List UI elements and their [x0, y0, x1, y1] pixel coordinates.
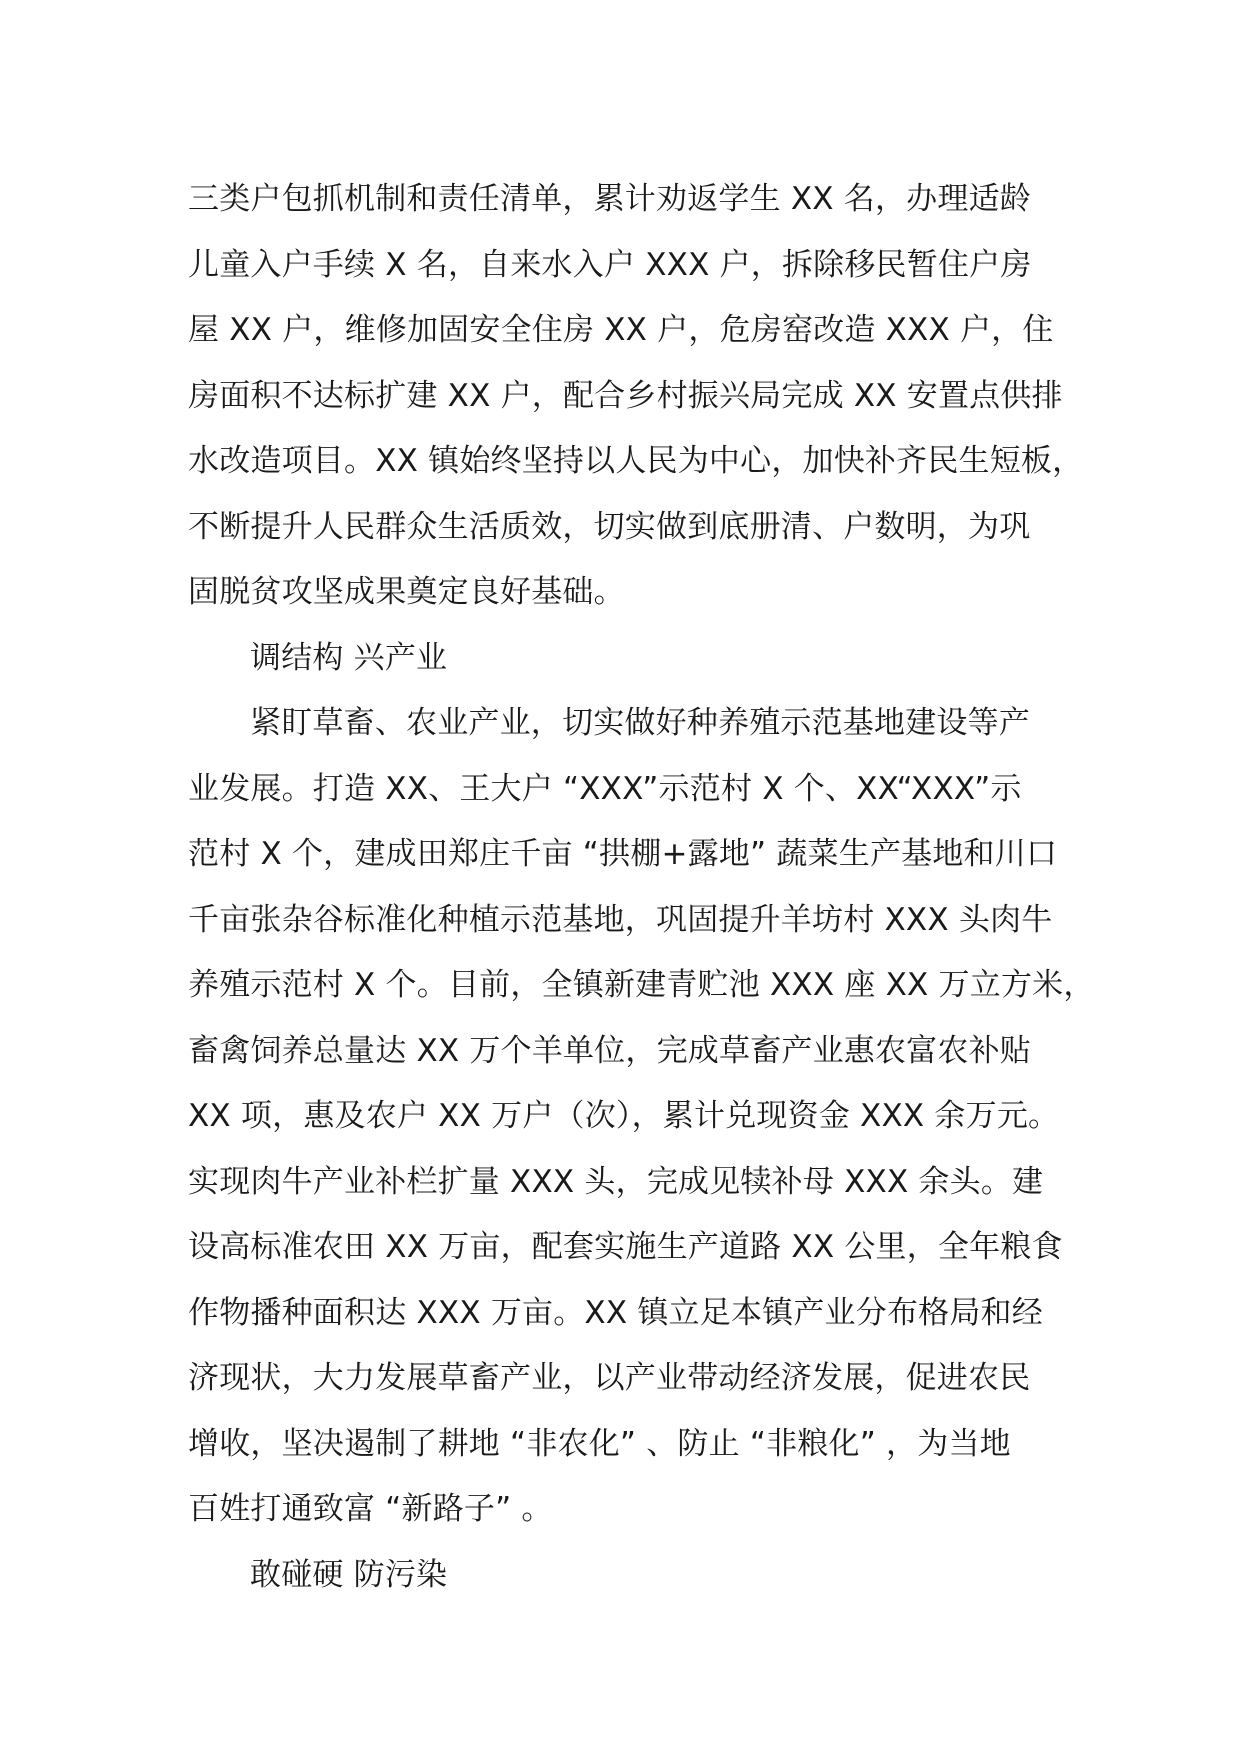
text-line: 济现状，大力发展草畜产业，以产业带动经济发展，促进农民	[188, 1360, 1031, 1396]
section-heading: 敢碰硬 防污染	[250, 1556, 448, 1593]
text-line: 不断提升人民群众生活质效，切实做到底册清、户数明，为巩	[188, 508, 1031, 545]
document-body	[188, 167, 1095, 1608]
text-line: 设高标准农田 XX 万亩，配套实施生产道路 XX 公里，全年粮食	[188, 1229, 1063, 1265]
text-line: 房面积不达标扩建 XX 户，配合乡村振兴局完成 XX 安置点供排	[188, 377, 1063, 414]
text-line: 业发展。打造 XX、王大户 “XXX”示范村 X 个、XX“XXX”示	[188, 770, 1022, 807]
text-line: 畜禽饲养总量达 XX 万个羊单位，完成草畜产业惠农富农补贴	[188, 1032, 1031, 1069]
text-line: XX 项，惠及农户 XX 万户（次），累计兑现资金 XXX 余万元。	[188, 1098, 1060, 1134]
text-line: 固脱贫攻坚成果奠定良好基础。	[188, 574, 625, 610]
section-heading: 调结构 兴产业	[250, 639, 448, 676]
text-line: 作物播种面积达 XXX 万亩。XX 镇立足本镇产业分布格局和经	[188, 1294, 1043, 1331]
text-line: 百姓打通致富 “新路子” 。	[188, 1491, 553, 1527]
text-line: 儿童入户手续 X 名，自来水入户 XXX 户，拆除移民暂住户房	[188, 246, 1032, 283]
text-line: 水改造项目。XX 镇始终坚持以人民为中心，加快补齐民生短板，	[188, 443, 1084, 479]
text-line: 实现肉牛产业补栏扩量 XXX 头，完成见犊补母 XXX 余头。建	[188, 1163, 1044, 1200]
paragraph-continued	[188, 167, 1084, 626]
text-line: 养殖示范村 X 个。目前，全镇新建青贮池 XXX 座 XX 万立方米，	[188, 967, 1095, 1003]
text-line: 紧盯草畜、农业产业，切实做好种养殖示范基地建设等产	[250, 705, 1030, 741]
text-line: 范村 X 个，建成田郑庄千亩 “拱棚+露地” 蔬菜生产基地和川口	[188, 836, 1058, 872]
text-line: 屋 XX 户，维修加固安全住房 XX 户，危房窑改造 XXX 户，住	[188, 312, 1054, 348]
text-line: 千亩张杂谷标准化种植示范基地，巩固提升羊坊村 XXX 头肉牛	[188, 901, 1053, 938]
paragraph	[188, 691, 1095, 1543]
text-line: 三类户包抓机制和责任清单，累计劝返学生 XX 名，办理适龄	[188, 181, 1031, 217]
text-line: 增收，坚决遏制了耕地 “非农化” 、防止 “非粮化” ，为当地	[188, 1425, 1011, 1462]
